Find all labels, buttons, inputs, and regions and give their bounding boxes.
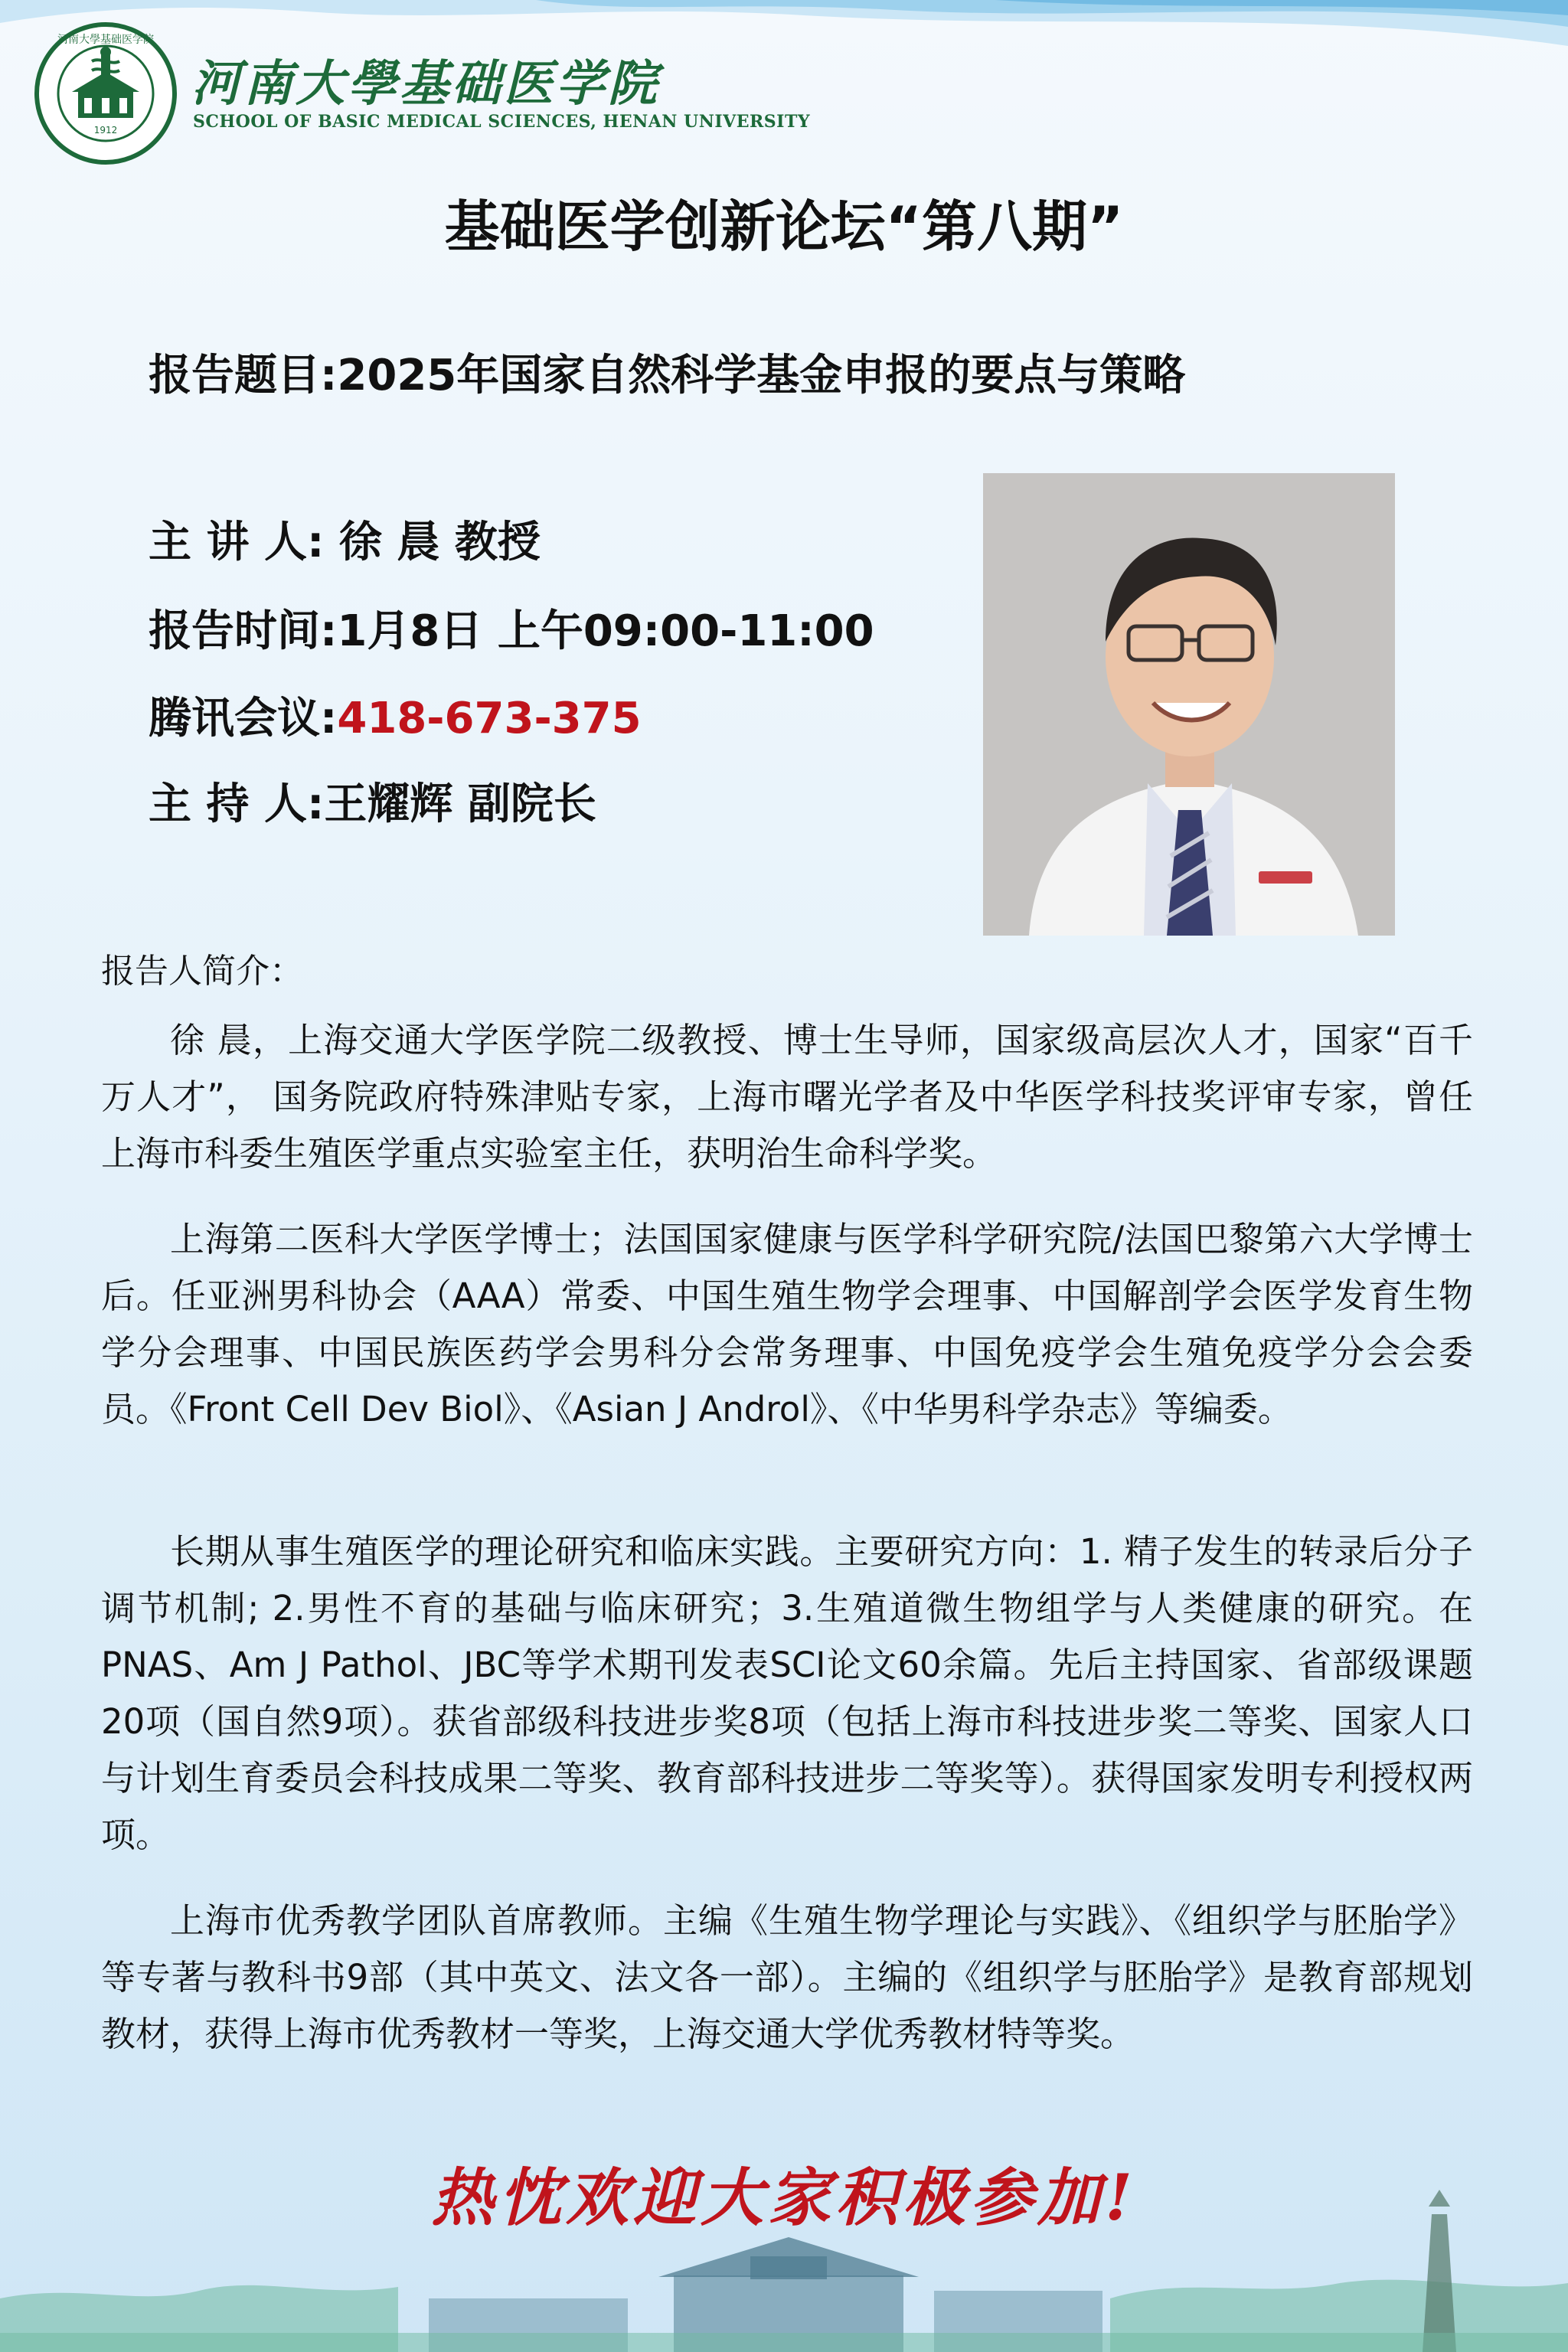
- speaker-value: 徐 晨 教授: [324, 518, 541, 567]
- university-seal-logo: [34, 21, 178, 165]
- meeting-id: 418-673-375: [337, 694, 642, 743]
- speaker-label: 主 讲 人:: [149, 518, 325, 567]
- bio-paragraph-2: 上海第二医科大学医学博士；法国国家健康与医学科学研究院/法国巴黎第六大学博士后。任亚洲男科协会（AAA）常委、中国生殖生物学会理事、中国解剖学会医学发育生物学分会理事、中国民族医药学会男科分会常务理事、中国免疫学会生殖免疫学分会会委员。《Front Cell Dev Biol》、《Asian J Androl》、《中华男科学杂志》等编委。: [101, 1219, 1473, 1429]
- bio-paragraph-4: 上海市优秀教学团队首席教师。主编《生殖生物学理论与实践》、《组织学与胚胎学》等专著与教科书9部（其中英文、法文各一部）。主编的《组织学与胚胎学》是教育部规划教材，获得上海市优秀教材一等奖，上海交通大学优秀教材特等奖。: [101, 1900, 1473, 2054]
- speaker-line: [149, 508, 541, 570]
- meeting-label: 腾讯会议:: [149, 694, 338, 743]
- time-line: [149, 597, 874, 658]
- host-label: 主 持 人:: [149, 779, 325, 829]
- logo-year: 1912: [93, 125, 118, 136]
- speaker-portrait: [983, 473, 1395, 936]
- host-line: [149, 770, 596, 831]
- school-name-chinese: 河南大學基础医学院: [191, 55, 660, 113]
- welcome-banner: 热忱欢迎大家积极参加!: [431, 2161, 1137, 2235]
- host-value: 王耀辉 副院长: [324, 779, 596, 829]
- logo-ring-text: 河南大學基础医学院: [57, 34, 154, 46]
- forum-title: 基础医学创新论坛“第八期”: [444, 194, 1124, 259]
- meeting-line: [149, 684, 642, 746]
- report-title: 报告题目:2025年国家自然科学基金申报的要点与策略: [149, 351, 1186, 400]
- bio-paragraph-1: 徐 晨，上海交通大学医学院二级教授、博士生导师，国家级高层次人才，国家“百千万人才”， 国务院政府特殊津贴专家，上海市曙光学者及中华医学科技奖评审专家，曾任上海市科委生殖医学重点实验室主任，获明治生命科学奖。: [101, 1020, 1473, 1174]
- time-label: 报告时间:: [149, 606, 338, 656]
- campus-skyline-decoration: [0, 2184, 1568, 2352]
- bio-paragraph-3: 长期从事生殖医学的理论研究和临床实践。主要研究方向：1. 精子发生的转录后分子调节机制; 2.男性不育的基础与临床研究；3.生殖道微生物组学与人类健康的研究。在PNAS、Am J Pathol、JBC等学术期刊发表SCI论文60余篇。先后主持国家、省部级课题20项（国自然9项）。获省部级科技进步奖8项（包括上海市科技进步奖二等奖、国家人口与计划生育委员会科技成果二等奖、教育部科技进步二等奖等）。获得国家发明专利授权两项。: [101, 1531, 1473, 1855]
- bio-heading: 报告人简介：: [101, 952, 303, 991]
- school-name-english: SCHOOL OF BASIC MEDICAL SCIENCES, HENAN UNIVERSITY: [193, 112, 811, 132]
- time-value: 1月8日 上午09:00-11:00: [337, 606, 874, 656]
